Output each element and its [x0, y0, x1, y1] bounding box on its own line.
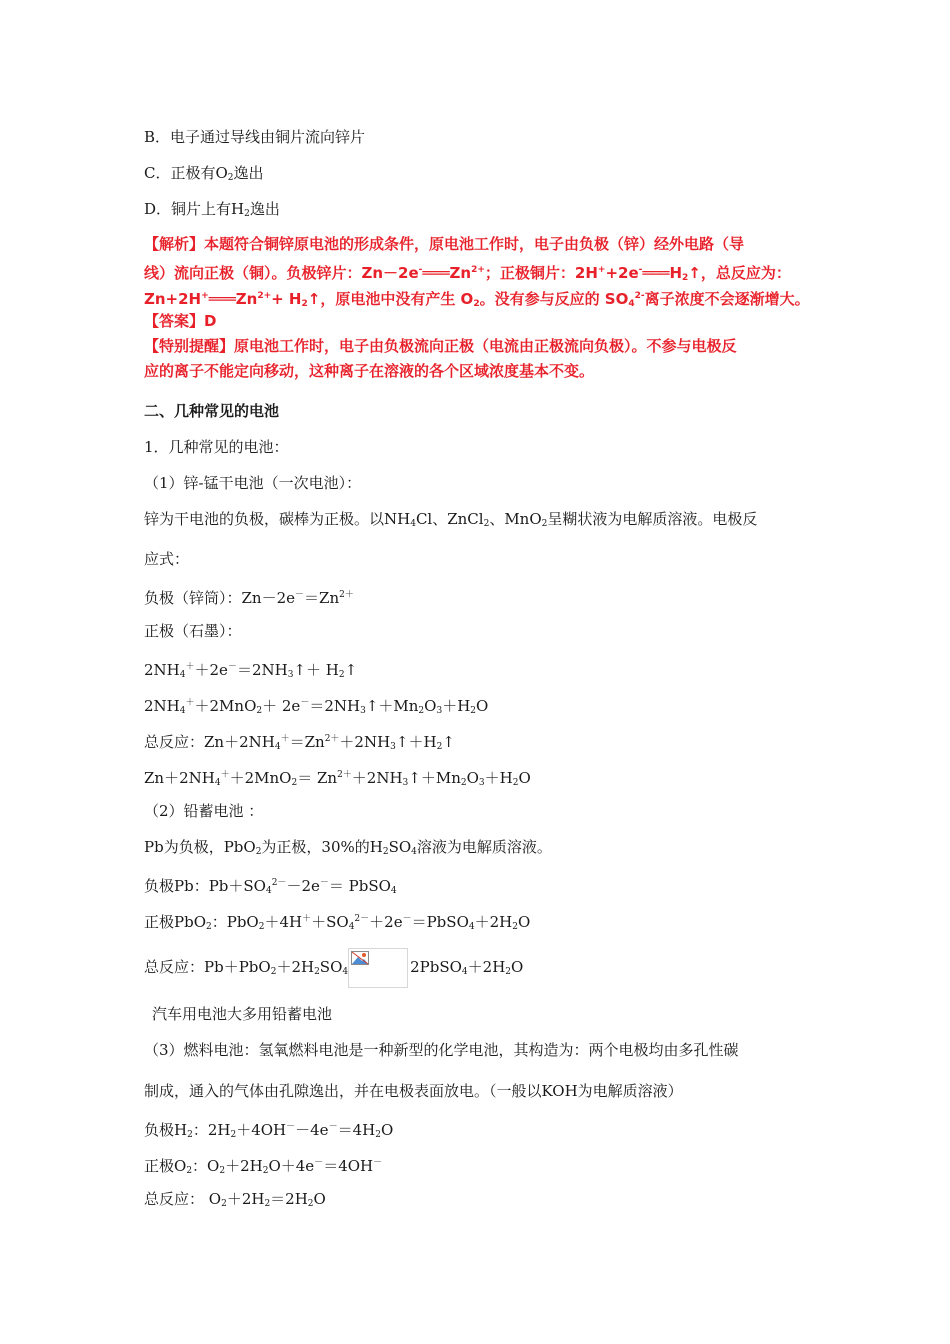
- option-b: B．电子通过导线由铜片流向锌片: [144, 128, 366, 146]
- dry-neg: 负极（锌筒）：$Zn-2e^-=Zn^{2+}$: [144, 589, 354, 607]
- item-1: 1．几种常见的电池：: [144, 438, 289, 456]
- lead-pos: 正极PbO$_2$：$PbO_2+4H^++SO_4^{2-}+2e^-=PbSO_4+2H_2O$: [144, 913, 531, 932]
- fuel-head: （3）燃料电池：氢氧燃料电池是一种新型的化学电池，其构造为：两个电极均由多孔性碳: [144, 1041, 739, 1059]
- broken-image-icon: [348, 948, 408, 988]
- dry-total-2: $Zn+2NH_4^++2MnO_2=$ $Zn^{2+}+2NH_3↑+Mn_2O_3+H_2O$: [144, 769, 531, 788]
- fuel-desc: 制成，通入的气体由孔隙逸出，并在电极表面放电。（一般以KOH为电解质溶液）: [144, 1082, 683, 1100]
- answer: 【答案】D: [144, 312, 217, 330]
- dry-pos-r2: $2NH_4^++2MnO_2+$ $2e^-=2NH_3↑+Mn_2O_3+H_2O$: [144, 697, 489, 716]
- analysis-line-3: $Zn+2H^+═══Zn^{2+}+$ $H_2↑$，原电池中没有产生 $O_2$。没有参与反应的 $SO_4^{2-}$离子浓度不会逐渐增大。: [144, 290, 810, 309]
- dry-pos: 正极（石墨）：: [144, 622, 242, 640]
- lead-total: 总反应：$Pb+PbO_2+2H_2SO_4$ $2PbSO_4+2H_2O$: [144, 947, 523, 992]
- car-battery-note: 汽车用电池大多用铅蓄电池: [152, 1005, 333, 1023]
- lead-desc: Pb为负极，PbO$_2$为正极，30%的$H_2SO_4$溶液为电解质溶液。: [144, 838, 552, 857]
- fuel-total: 总反应： $O_2+2H_2=2H_2O$: [144, 1190, 326, 1209]
- analysis-line-2: 线）流向正极（铜）。负极锌片：$Zn-2e^-═══Zn^{2+}$；正极铜片：$2H^++2e^-═══H_2↑$，总反应为：: [144, 264, 791, 283]
- dry-cell-head: （1）锌-锰干电池（一次电池）：: [144, 474, 362, 492]
- option-d: D．铜片上有$H_2$逸出: [144, 200, 280, 219]
- lead-head: （2）铅蓄电池 ：: [144, 802, 264, 820]
- analysis-line-1: 【解析】本题符合铜锌原电池的形成条件，原电池工作时，电子由负极（锌）经外电路（导: [144, 235, 745, 253]
- lead-neg: 负极Pb：$Pb+SO_4^{2-}-2e^-=$ PbSO$_4$: [144, 877, 397, 896]
- fuel-neg: 负极$H_2$：$2H_2+4OH^--4e^-=4H_2O$: [144, 1121, 394, 1140]
- fuel-pos: 正极$O_2$：$O_2+2H_2O+4e^-=4OH^-$: [144, 1157, 383, 1176]
- dry-cell-desc: 锌为干电池的负极，碳棒为正极。以$NH_4Cl$、ZnCl$_2$、MnO$_2$呈糊状液为电解质溶液。电极反: [144, 510, 758, 529]
- dry-pos-r1: $2NH_4^++2e^-=2NH_3↑+$ $H_2↑$: [144, 661, 358, 680]
- dry-cell-desc-2: 应式：: [144, 550, 190, 568]
- tip-line-2: 应的离子不能定向移动，这种离子在溶液的各个区域浓度基本不变。: [144, 362, 595, 380]
- tip-line-1: 【特别提醒】原电池工作时，电子由负极流向正极（电流由正极流向负极）。不参与电极反: [144, 337, 737, 355]
- section-title: 二、几种常见的电池: [144, 402, 280, 420]
- dry-total-1: 总反应：$Zn+2NH_4^+=Zn^{2+}+2NH_3↑+H_2↑$: [144, 733, 455, 752]
- option-c: C．正极有$O_2$逸出: [144, 164, 264, 183]
